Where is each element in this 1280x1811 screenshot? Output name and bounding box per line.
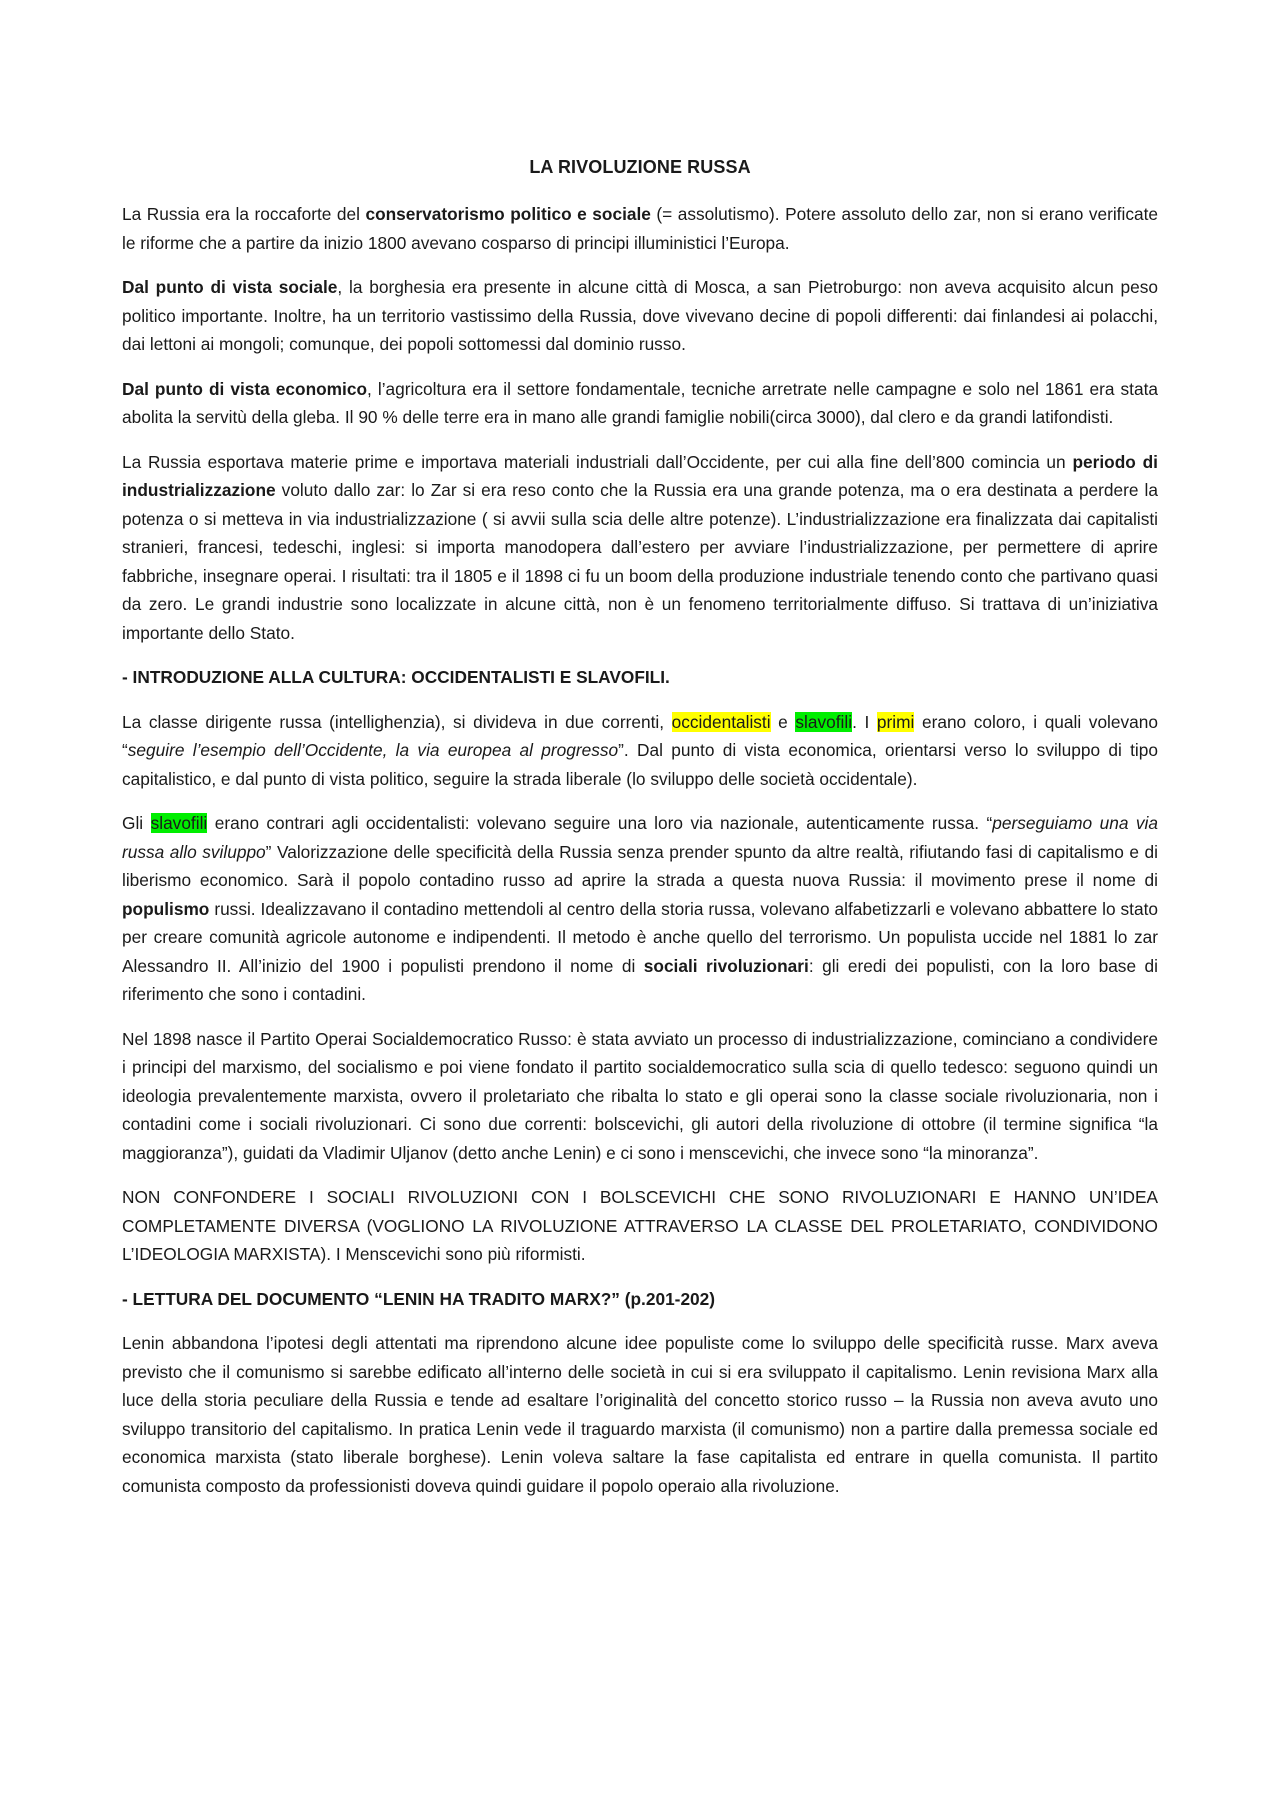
paragraph-social: Dal punto di vista sociale, la borghesia era presente in alcune città di Mosca, a san Pietroburgo: non aveva acquisito alcun peso politico importante. Inoltre, ha un territorio vastissimo della Russia, dove vivevano decine di popoli differenti: dai finlandesi ai polacchi, dai lettoni ai mongoli; comunque, dei popoli sottomessi dal dominio russo. [122,277,1158,354]
italic-quote: seguire l’esempio dell’Occidente, la via europea al progresso [127,740,619,760]
paragraph-occidentalisti: La classe dirigente russa (intellighenzia), si divideva in due correnti, occidentalisti e slavofili. I primi erano coloro, i quali volevano “seguire l’esempio dell’Occidente, la via europea al progresso”. Dal punto di vista economica, orientarsi verso lo sviluppo di tipo capitalistico, e dal punto di vista politico, seguire la strada liberale (lo sviluppo delle società occidentale). [122,711,1158,789]
bold-term: populismo [122,898,210,919]
paragraph-industrialization: La Russia esportava materie prime e importava materiali industriali dall’Occidente, per cui alla fine dell’800 comincia un periodo di industrializzazione voluto dallo zar: lo Zar si era reso conto che la Russia era una grande potenza, ma o era destinata a perdere la potenza o si metteva in via industrializzazione ( si avvii sulla scia delle altre potenze). L’industrializzazione era finalizzata dai capitalisti stranieri, francesi, tedeschi, inglesi: si importa manodopera dall’estero per avviare l’industrializzazione, per permettere di aprire fabbriche, insegnare operai. I risultati: tra il 1805 e il 1898 ci fu un boom della produzione industriale tenendo conto che partivano quasi da zero. Le grandi industrie sono localizzate in alcune città, non è un fenomeno territorialmente diffuso. Si trattava di un’iniziativa importante dello Stato. [122,451,1158,643]
highlight-occidentalisti: occidentalisti [671,711,771,732]
section-heading-lenin: - LETTURA DEL DOCUMENTO “LENIN HA TRADITO MARX?” (p.201-202) [122,1288,716,1309]
bold-term: conservatorismo politico e sociale [365,204,651,224]
highlight-primi: primi [876,711,915,732]
paragraph-warning: NON CONFONDERE I SOCIALI RIVOLUZIONI CON I BOLSCEVICHI CHE SONO RIVOLUZIONARI E HANNO UN’IDEA COMPLETAMENTE DIVERSA (VOGLIONO LA RIVOLUZIONE ATTRAVERSO LA CLASSE DEL PROLETARIATO, CONDIVIDONO L’IDEOLOGIA MARXISTA). I Menscevichi sono più riformisti. [122,1187,1158,1264]
paragraph-partito: Nel 1898 nasce il Partito Operai Socialdemocratico Russo: è stata avviato un processo di industrializzazione, cominciano a condividere i principi del marxismo, del socialismo e poi viene fondato il partito socialdemocratico sulla scia di quello tedesco: seguono quindi un ideologia prevalentemente marxista, ovvero il proletariato che ribalta lo stato e gli operai sono la classe sociale rivoluzionaria, non i contadini come i sociali rivoluzionari. Ci sono due correnti: bolscevichi, gli autori della rivoluzione di ottobre (il termine significa “la maggioranza”), guidati da Vladimir Uljanov (detto anche Lenin) e ci sono i menscevichi, che invece sono “la minoranza”. [122,1028,1158,1163]
highlight-slavofili: slavofili [795,711,853,732]
bold-term: Dal punto di vista sociale [122,277,338,297]
section-heading-culture: - INTRODUZIONE ALLA CULTURA: OCCIDENTALISTI E SLAVOFILI. [122,667,670,687]
bold-term: sociali rivoluzionari [643,955,809,976]
page-title: LA RIVOLUZIONE RUSSA [529,157,751,177]
bold-term: Dal punto di vista economico [122,378,368,399]
highlight-slavofili: slavofili [150,813,208,833]
paragraph-slavofili: Gli slavofili erano contrari agli occidentalisti: volevano seguire una loro via nazionale, autenticamente russa. “perseguiamo una via russa allo sviluppo” Valorizzazione delle specificità della Russia senza prender spunto da altre realtà, rifiutando fasi di capitalismo e di liberismo economico. Sarà il popolo contadino russo ad aprire la strada a questa nuova Russia: il movimento prese il nome di populismo russi. Idealizzavano il contadino mettendoli al centro della storia russa, volevano alfabetizzarli e volevano abbattere lo stato per creare comunità agricole autonome e indipendenti. Il metodo è anche quello del terrorismo. Un populista uccide nel 1881 lo zar Alessandro II. All’inizio del 1900 i populisti prendono il nome di sociali rivoluzionari: gli eredi dei populisti, con la loro base di riferimento che sono i contadini. [122,813,1158,1004]
paragraph-intro: La Russia era la roccaforte del conservatorismo politico e sociale (= assolutismo). Potere assoluto dello zar, non si erano verificate le riforme che a partire da inizio 1800 avevano cosparso di principi illuministici l’Europa. [122,204,1158,253]
paragraph-lenin: Lenin abbandona l’ipotesi degli attentati ma riprendono alcune idee populiste come lo sviluppo delle specificità russe. Marx aveva previsto che il comunismo si sarebbe edificato all’interno delle società in cui si era sviluppato il capitalismo. Lenin revisiona Marx alla luce della storia peculiare della Russia e tende ad esaltare l’originalità del concetto storico russo – la Russia non aveva avuto uno sviluppo transitorio del capitalismo. In pratica Lenin vede il traguardo marxista (il comunismo) non a partire dalla premessa sociale ed economica marxista (stato liberale borghese). Lenin voleva saltare la fase capitalista ed entrare in quella comunista. Il partito comunista composto da professionisti doveva quindi guidare il popolo operaio alla rivoluzione. [122,1333,1158,1496]
paragraph-economic: Dal punto di vista economico, l’agricoltura era il settore fondamentale, tecniche arretrate nelle campagne e solo nel 1861 era stata abolita la servitù della gleba. Il 90 % delle terre era in mano alle grandi famiglie nobili(circa 3000), dal clero e da grandi latifondisti. [122,378,1158,427]
italic-quote: perseguiamo una via russa allo sviluppo [122,813,1158,862]
bold-term: periodo di industrializzazione [122,451,1158,500]
